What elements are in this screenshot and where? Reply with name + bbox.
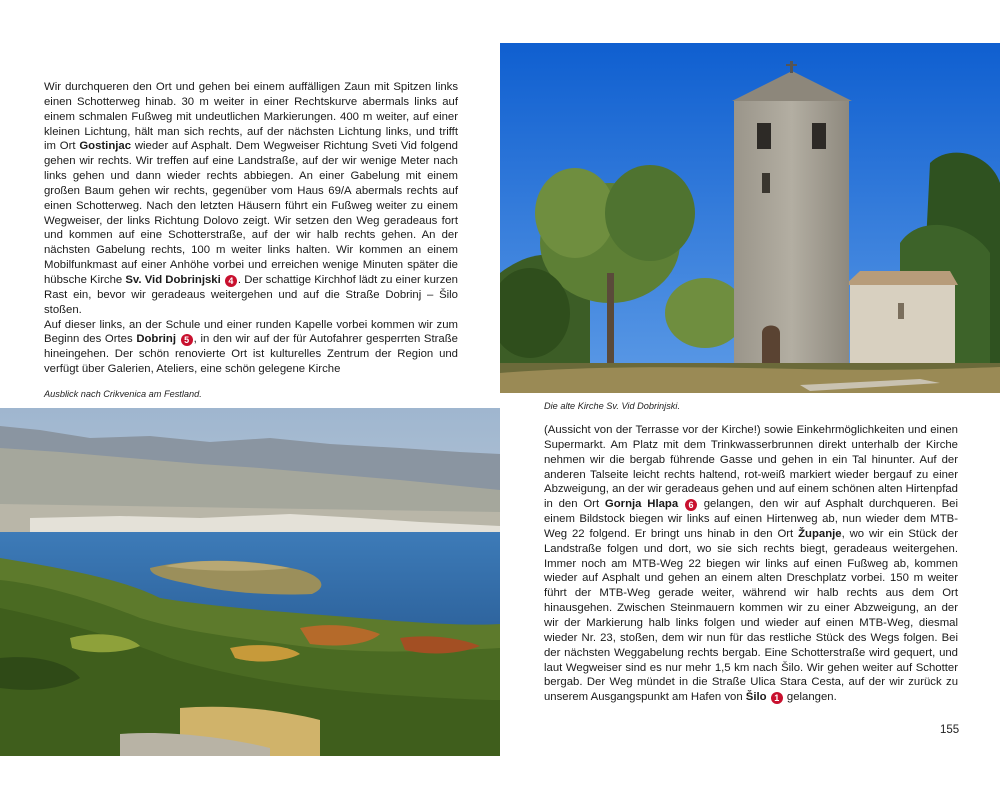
place-name: Sv. Vid Dobrinjski — [125, 273, 221, 286]
waypoint-marker: 5 — [181, 334, 193, 346]
waypoint-marker: 4 — [225, 275, 237, 287]
waypoint-marker: 1 — [771, 692, 783, 704]
church-photo-image — [500, 43, 1000, 393]
church-photo — [500, 43, 1000, 393]
left-photo-caption: Ausblick nach Crikvenica am Festland. — [44, 389, 202, 399]
text-run: gelangen. — [783, 691, 837, 704]
right-photo-caption: Die alte Kirche Sv. Vid Dobrinjski. — [544, 401, 680, 411]
paragraph — [44, 80, 458, 318]
page-number: 155 — [940, 724, 960, 736]
left-page-text — [44, 80, 458, 377]
text-run: wieder auf Asphalt. Dem Wegweiser Richtung Sveti Vid folgend gehen wir rechts. Wir treffen auf eine Landstraße, auf der wir wenige Meter nach links gehen und dann wieder rechts abbiegen. An einer Gabelung mit einem großen Baum gehen wir rechts, gegenüber vom Haus 69/A abermals rechts auf einen Schotterweg. Nach den letzten Häusern führt ein Fußweg weiter zu einem Wegweiser, der links Richtung Dolovo zeigt. Wir setzen den Weg geradeaus fort und kommen auf eine Schotterstraße, auf der wir halb rechts gehen. An der nächsten Gabelung rechts, 100 m weiter links halten. Wir kommen an einem Mobilfunkmast auf einer Anhöhe vorbei und erreichen wenige Minuten später die hübsche Kirche — [44, 140, 458, 286]
text-run: Auf dieser links, an der Schule und einer runden Kapelle vorbei kommen wir zum Beginn des Ortes — [44, 318, 458, 346]
coast-photo-image — [0, 408, 500, 756]
text-run: gelangen, den wir auf Asphalt durchqueren. Bei einem Bildstock biegen wir links auf einen Hirtenweg ab, nun wieder dem MTB-Weg 22 folgend. Er bringt uns hinab in den Ort — [544, 498, 958, 540]
paragraph — [44, 318, 458, 377]
text-run: (Aussicht von der Terrasse vor der Kirche!) sowie Einkehrmöglichkeiten und einen Supermarkt. Am Platz mit dem Trinkwasserbrunnen direkt unterhalb der Kirche nehmen wir die bergab führende Gasse und gehen in ein Tal hinunter. Auf der anderen Talseite leicht rechts haltend, rot-weiß markiert wieder bergauf zu einer Abzweigung, an der wir geradeaus gehen und auf einem schönen alten Hirtenpfad in den Ort — [544, 424, 958, 511]
paragraph — [544, 423, 958, 705]
text-run — [176, 333, 180, 345]
right-page-text — [544, 423, 958, 705]
text-run: , wo wir ein Stück der Landstraße folgen und dort, wo sie sich rechts biegt, geradeaus weitergehen. Immer noch am MTB-Weg 22 biegen wir links auf einen Fußweg ab, kommen wieder auf Asphalt und gehen an einem alten Dreschplatz vorbei. 150 m weiter führt der MTB-Weg gerade weiter, während wir halb rechts aus dem Ort hinausgehen. Zwischen Steinmauern kommen wir zu einer Abzweigung, an der wir der Markierung halb links folgen und wieder auf einen MTB-Weg, diesmal wieder Nr. 23, stoßen, dem wir nun für das restliche Stück des Wegs folgen. Bei der nächsten Weggabelung rechts bergab. Eine Schotterstraße wird gequert, und laut Wegweiser sind es nur mehr 1,5 km nach Šilo. Wir gehen weiter auf Schotter bergab. Der Weg mündet in die Straße Ulica Stara Cesta, auf der wir zurück zu unserem Ausgangspunkt am Hafen von — [544, 527, 958, 704]
text-run: Wir durchqueren den Ort und gehen bei einem auffälligen Zaun mit Spitzen links einen Schotterweg hinab. 30 m weiter in einer Rechtskurve abermals links auf einem schmalen Fußweg mit undeutlichen Markierungen. 400 m weiter, auf einer kleinen Lichtung, hält man sich rechts, auf der nächsten Lichtung links, und trifft im Ort — [44, 81, 458, 153]
waypoint-marker: 6 — [685, 499, 697, 511]
coast-photo — [0, 408, 500, 756]
place-name: Šilo — [745, 691, 767, 704]
place-name: Gornja Hlapa — [604, 498, 679, 511]
place-name: Županje — [798, 527, 842, 540]
place-name: Gostinjac — [79, 140, 132, 153]
text-run — [678, 498, 684, 510]
text-run: , in den wir auf der für Autofahrer gesperrten Straße hineingehen. Der schön renovierte Ort ist kulturelles Zentrum der Region und verfügt über Galerien, Ateliers, eine schön gelegene Kirche — [44, 333, 458, 376]
text-run — [221, 274, 224, 286]
text-run — [767, 691, 770, 703]
text-run: . Der schattige Kirchhof lädt zu einer kurzen Rast ein, bevor wir geradeaus weitergehen und auf die Straße Dobrinj – Šilo stoßen. — [44, 273, 458, 316]
place-name: Dobrinj — [136, 333, 177, 346]
